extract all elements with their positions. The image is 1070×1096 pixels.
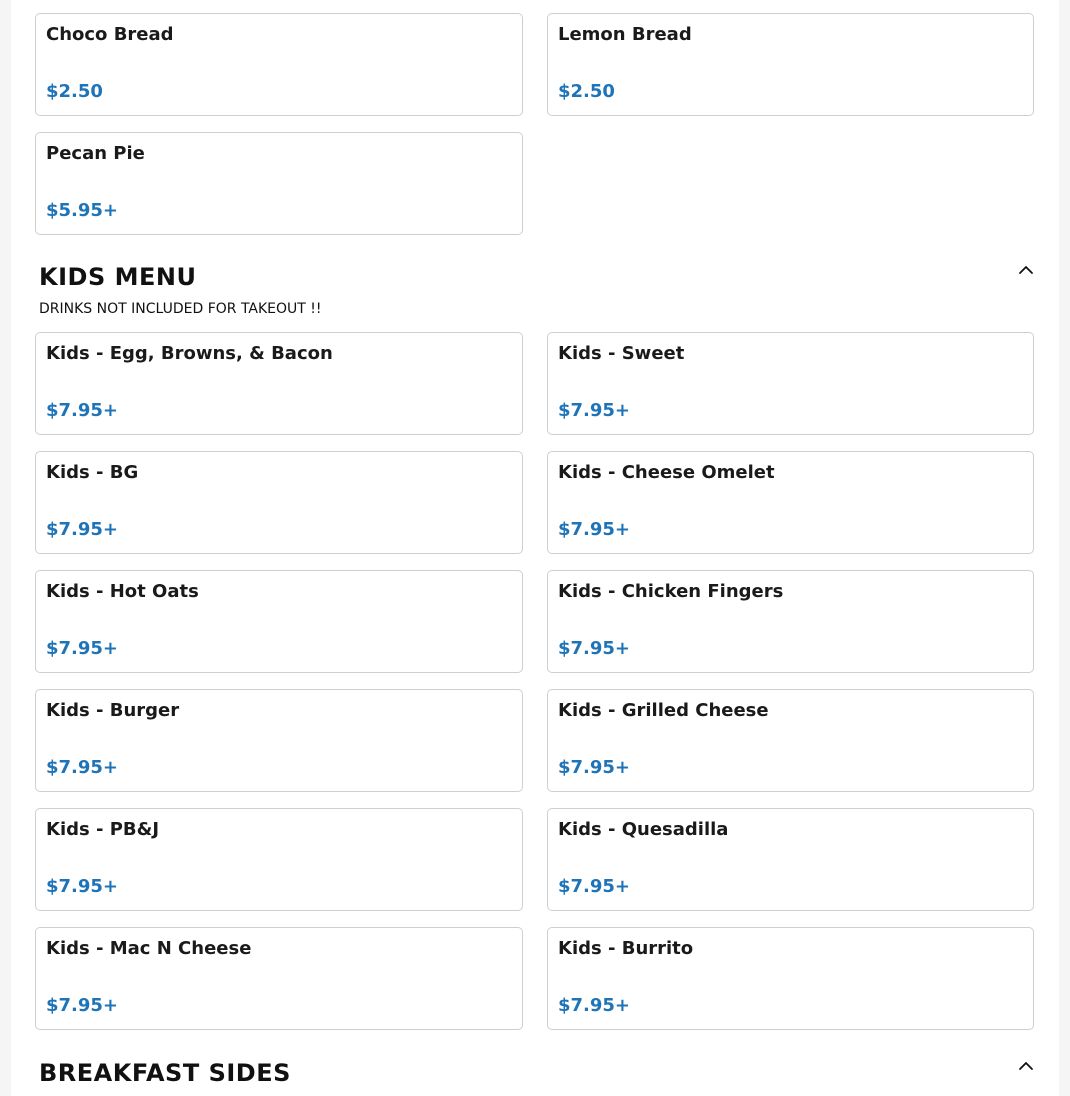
- menu-item-name: Lemon Bread: [558, 24, 692, 45]
- menu-item-name: Kids - Egg, Browns, & Bacon: [46, 343, 333, 364]
- menu-item-card[interactable]: [35, 13, 523, 116]
- menu-item-name: Kids - Chicken Fingers: [558, 581, 784, 602]
- menu-item-card[interactable]: [547, 808, 1034, 911]
- menu-item-price: $7.95+: [46, 876, 119, 897]
- menu-item-card[interactable]: [35, 808, 523, 911]
- menu-item-name: Kids - Hot Oats: [46, 581, 199, 602]
- section-note: DRINKS NOT INCLUDED FOR TAKEOUT !!: [39, 301, 322, 317]
- menu-item-name: Kids - Burger: [46, 700, 180, 721]
- menu-item-price: $7.95+: [558, 638, 631, 659]
- menu-item-name: Kids - Burrito: [558, 938, 694, 959]
- menu-item-name: Kids - Cheese Omelet: [558, 462, 775, 483]
- menu-item-card[interactable]: [547, 332, 1034, 435]
- chevron-up-icon[interactable]: [1018, 1058, 1034, 1074]
- menu-item-card[interactable]: [35, 927, 523, 1030]
- desserts-grid: [35, 13, 1034, 235]
- menu-item-name: Kids - Quesadilla: [558, 819, 729, 840]
- menu-item-card[interactable]: [35, 689, 523, 792]
- menu-item-price: $2.50: [558, 81, 615, 102]
- kids-menu-header[interactable]: [39, 262, 1034, 294]
- menu-item-price: $7.95+: [46, 757, 119, 778]
- kids-menu-grid: [35, 332, 1034, 1030]
- breakfast-sides-header[interactable]: [39, 1058, 1034, 1090]
- menu-item-name: Kids - Sweet: [558, 343, 685, 364]
- menu-item-name: Choco Bread: [46, 24, 174, 45]
- menu-item-price: $7.95+: [46, 995, 119, 1016]
- menu-item-card[interactable]: [547, 689, 1034, 792]
- menu-item-name: Kids - PB&J: [46, 819, 160, 840]
- menu-item-price: $7.95+: [558, 400, 631, 421]
- menu-item-price: $5.95+: [46, 200, 119, 221]
- menu-item-price: $7.95+: [558, 757, 631, 778]
- menu-item-card[interactable]: [35, 451, 523, 554]
- chevron-up-icon[interactable]: [1018, 262, 1034, 278]
- menu-item-card[interactable]: [35, 570, 523, 673]
- menu-item-card[interactable]: [547, 927, 1034, 1030]
- menu-item-card[interactable]: [547, 451, 1034, 554]
- menu-item-card[interactable]: [547, 570, 1034, 673]
- menu-item-price: $7.95+: [558, 519, 631, 540]
- menu-item-price: $7.95+: [46, 638, 119, 659]
- menu-item-name: Kids - BG: [46, 462, 139, 483]
- menu-item-card[interactable]: [35, 132, 523, 235]
- menu-item-card[interactable]: [547, 13, 1034, 116]
- menu-item-price: $7.95+: [46, 400, 119, 421]
- menu-item-price: $7.95+: [46, 519, 119, 540]
- menu-item-name: Pecan Pie: [46, 143, 145, 164]
- section-title: KIDS MENU: [39, 263, 197, 291]
- menu-item-price: $7.95+: [558, 995, 631, 1016]
- menu-item-name: Kids - Mac N Cheese: [46, 938, 252, 959]
- menu-page: [11, 0, 1059, 1096]
- menu-item-price: $7.95+: [558, 876, 631, 897]
- menu-item-name: Kids - Grilled Cheese: [558, 700, 769, 721]
- section-title: BREAKFAST SIDES: [39, 1059, 291, 1087]
- menu-item-card[interactable]: [35, 332, 523, 435]
- menu-item-price: $2.50: [46, 81, 103, 102]
